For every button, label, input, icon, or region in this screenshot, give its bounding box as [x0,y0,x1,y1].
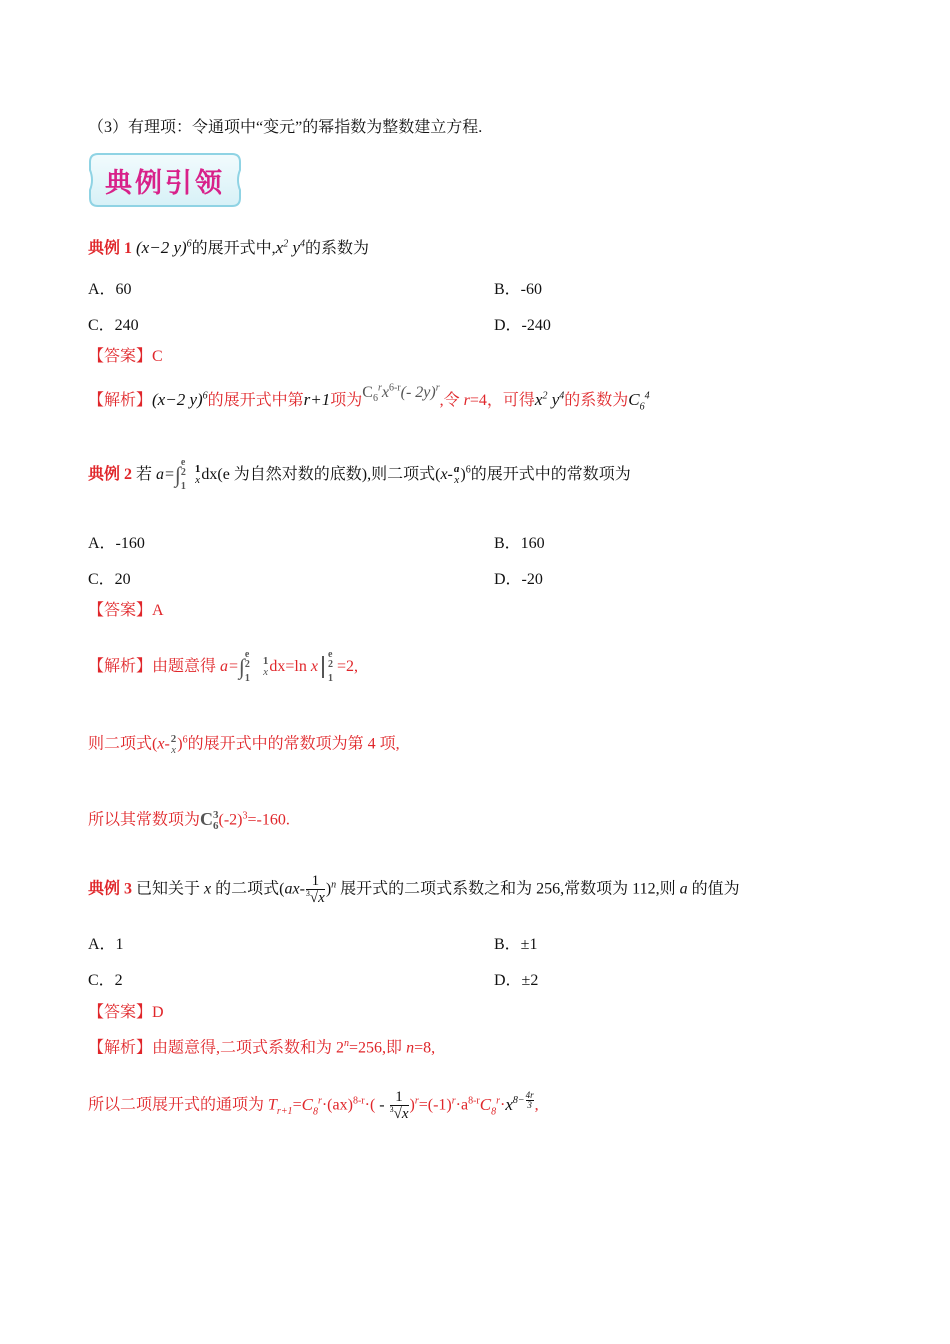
ex1-answer: 【答案】C [88,348,163,365]
example-3-stem: 典例 3 已知关于 x 的二项式(ax- $\frac{1}{^3√x}$ )$^n$ 展开式的二项式系数之和为 256,常数项为 112,则 a 的值为 [88,873,740,906]
ex3-option-b: B．±1 [494,936,538,953]
section-badge [88,152,242,208]
general-term: $C_6^rx^{6-r}(-$ 2y)$^r$ [362,382,440,405]
ex2-analysis-3: 所以其常数项为C 3 6 $(-2)^3=-160$. [88,809,290,832]
ex1-option-b: B．-60 [494,281,543,298]
ex3-analysis-2: 所以二项展开式的通项为 $T_{r+1}=C_8^r\cdot(ax)^{8-r}\cdot$( - $\frac{1}{^3√x}$ )$^r=(-1)^r\cdot a^{8-r}C_8^r\cdot x^{8- \frac{4r}{3}}$ , [88,1089,539,1122]
example-1-stem: 典例 1 (x−2 y)$^6$的展开式中$,x^2$ $y^4$的系数为 [88,238,370,257]
fraction-1-over-cuberoot-x-2: $\frac{1}{^3√x}$ [389,1089,409,1122]
combination-c63: C 3 6 [200,809,219,832]
ex1-analysis: 【解析】(x−2 y)$^6$的展开式中第r+1项为$C_6^rx^{6-r}(-$ 2y)$^r$,令 r=4，可得$x^2$ $y^4$的系数为$C_6^4$ [88,382,650,413]
ex2-option-d: D．-20 [494,571,543,588]
ex3-option-a: A．1 [88,936,124,953]
integral-sign-icon: ∫ [174,461,181,487]
ex2-option-b: B．160 [494,535,545,552]
ex2-answer: 【答案】A [88,602,164,619]
term-x2y4: $x^2$ $y^4$ [275,238,306,257]
ex2-option-a: A．-160 [88,535,145,552]
integral-sign-icon-2: ∫ [238,653,245,679]
fraction-2-over-x: 2 x [170,733,177,756]
ex3-option-d: D．±2 [494,972,539,989]
fraction-a-over-x: a x [453,463,460,487]
ex2-analysis-1: 【解析】由题意得 a=∫ e $^2$ 1 1 x dx=ln x e $^2$ 1 =2, [88,649,358,685]
fraction-1-over-x: 1 x [194,463,201,487]
ex3-option-c: C．2 [88,972,123,989]
ex2-analysis-2: 则二项式(x- 2 x )$^6$的展开式中的常数项为第 4 项, [88,733,400,756]
intro-text: （3）有理项：令通项中“变元”的幂指数为整数建立方程. [88,119,483,136]
ex3-analysis-1: 【解析】由题意得,二项式系数和为 $2^n=256$,即 n=8, [88,1038,436,1057]
example-1-label: 典例 1 [88,240,133,257]
ex1-option-d: D．-240 [494,317,551,334]
fraction-1-over-cuberoot-x: $\frac{1}{^3√x}$ [305,873,325,906]
ex1-option-a: A．60 [88,281,132,298]
evaluation-bar [322,656,324,678]
binomial-expression: (x−2 y)$^6$ [136,238,192,257]
ex1-option-c: C．240 [88,317,139,334]
ex3-answer: 【答案】D [88,1004,164,1021]
example-2-stem: 典例 2 若 a=∫ e $^2$ 1 1 x dx(e 为自然对数的底数),则二项式(x- a x )$^6$的展开式中的常数项为 [88,457,631,493]
badge-title: 典例引领 [105,167,225,199]
ex2-option-c: C．20 [88,571,131,588]
